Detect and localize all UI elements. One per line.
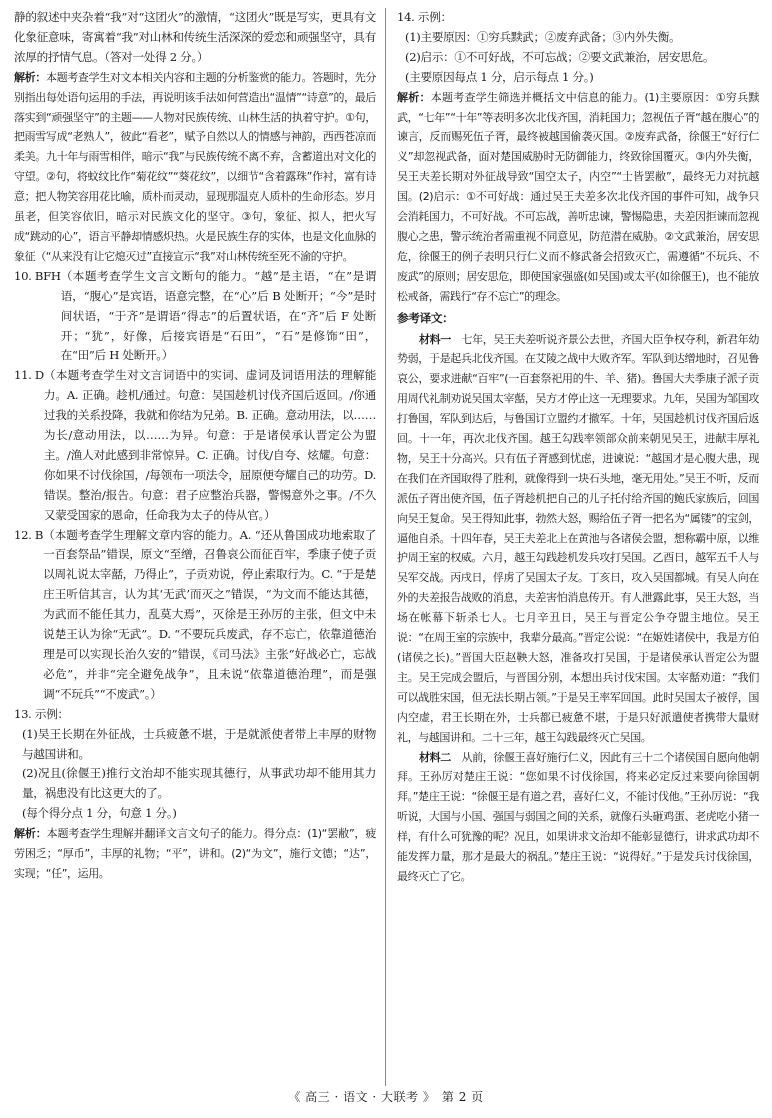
translation-material-2 — [397, 748, 759, 887]
right-column — [397, 8, 759, 1080]
answer-q10 — [14, 267, 376, 367]
answer-q14-part2: (2)启示：①不可好战，不可忘战；②要文武兼治，居安思危。 — [405, 49, 715, 64]
q9-answer-tail: 静的叙述中夹杂着“我”对“这团火”的激情，“这团火”既是写实，更具有文化象征意味，寄寓着“我”对山林和传统生活深深的爱恋和顽强坚守，具有浓厚的抒情气息。（答对一处得 2 分。） — [14, 10, 376, 64]
answer-q14-label: 14. 示例： — [397, 10, 452, 24]
answer-q13-score: (每个得分点 1 分，句意 1 分。) — [22, 806, 177, 821]
translation-material-1 — [397, 330, 759, 748]
q13-analysis — [14, 824, 376, 884]
left-column — [14, 8, 376, 1080]
answer-q11-text: （本题考查学生对文言词语中的实词、虚词及词语用法的理解能力。A. 正确。趁机/通过。句意：吴国趁机讨伐齐国后返回。/你通过我的关系投降，我就和你结为兄弟。B. 正确。意动用法，以……为长/意动用法，以……为异。句意：于是诸侯承认晋定公为盟主。/渔人对此感到非常惊异。C. 正确。讨伐/自夸、炫耀。句意：你如果不讨伐徐国，/每领布一项法令，屈原便夸耀自己的功劳。D. 错误。整治/报告。句意：君子应整治兵器，警惕意外之事。/不久又蒙受国家的恩命，任命我为太子的侍从官。） — [43, 368, 376, 522]
analysis-label: 解析： — [14, 827, 47, 841]
material-2-label: 材料二 — [419, 750, 451, 764]
analysis-label: 解析： — [14, 70, 46, 84]
answer-q11 — [14, 366, 376, 525]
answer-q12 — [14, 526, 376, 705]
material-1-text: 七年，吴王夫差听说齐景公去世，齐国大臣争权夺利，新君年幼势弱，于是起兵北伐齐国。在艾陵之战中大败齐军。军队到达缯地时，召见鲁哀公，要求进献“百牢”(一百套祭祀用的牛、羊、猪)。鲁国大夫季康子派子贡用周代礼制劝说吴国太宰嚭，吴方才停止这一无理要求。九年，吴国为邹国攻打鲁国，军队到达后，与鲁国订立盟约才撤军。十年，吴国趁机讨伐齐国后返回。十一年，再次北伐齐国。越王勾践率领部众前来朝见吴王，进献丰厚礼物，吴王十分高兴。只有伍子胥感到忧虑，进谏说：“越国才是心腹大患，现在我们在齐国取得了胜利，就像得到一块石头地，毫无用处。”吴王不听，反而派伍子胥出使齐国，伍子胥趁机把自己的儿子托付给齐国的鲍氏家族后，回国向吴王复命。吴王得知此事，勃然大怒，赐给伍子胥一把名为“属镂”的宝剑，逼他自杀。十四年春，吴王夫差北上在黄池与各诸侯会盟，想称霸中原，以维护周王室的权威。六月，越王勾践趁机发兵攻打吴国。乙酉日，越军五千人与吴军交战。丙戌日，俘虏了吴国太子友。丁亥日，攻入吴国都城。有吴人向在外的夫差报告战败的消息，夫差害怕消息传开。有人泄露此事，吴王大怒，当场在帐幕下斩杀七人。七月辛丑日，吴王与晋定公争夺盟主地位。吴王说：“在周王室的宗族中，我辈分最高。”晋定公说：“在姬姓诸侯中，我是方伯(诸侯之长)。”晋国大臣赵鞅大怒，准备攻打吴国，于是诸侯承认晋定公为盟主。吴王完成会盟后，与晋国分别，本想出兵讨伐宋国。太宰嚭劝道：“我们可以战胜宋国，但无法长期占领。”于是吴王率军回国。此时吴国太子被俘，国内空虚，君王长期在外，士兵都已疲惫不堪，于是只好派遣使者携带大量财礼，与越国讲和。二十三年，越王勾践最终灭亡吴国。 — [397, 332, 759, 744]
answer-q13-label: 13. 示例： — [14, 706, 69, 721]
page-footer: 《 高三 · 语文 · 大联考 》 第 2 页 — [288, 1090, 484, 1104]
reference-translation-heading: 参考译文： — [397, 310, 454, 325]
answer-q12-number: 12. B — [14, 527, 44, 542]
q9-analysis — [14, 68, 376, 267]
answer-q10-text: （本题考查学生文言文断句的能力。“越”是主语，“在”是谓语，“腹心”是宾语，语意完整，在“心”后 B 处断开；“今”是时间状语，“于齐”是谓语“得志”的后置状语，在“齐”后 F 处断开；“犹”，好像，后接宾语是“石田”，“石”是修饰“田”，在“田”后 H 处断开。） — [60, 268, 376, 363]
material-1-label: 材料一 — [419, 332, 451, 346]
q14-analysis — [397, 88, 759, 307]
answer-q12-text: （本题考查学生理解文章内容的能力。A. “还从鲁国成功地索取了一百套祭品”错误，原文“至缯，召鲁哀公而征百牢，季康子使子贡以周礼说太宰嚭，乃得止”，子贡劝说，停止索取行为。C. “于是楚庄王听信其言，认为其‘无武’而灭之”错误，“为文而不能达其德，为武而不能任其力，乱莫大焉”，灭徐是王孙厉的主张，但文中未说楚王认为徐“无武”。D. “不要玩兵废武，存不忘亡，依靠道德治理是可以实现长治久安的”错误，《司马法》主张“好战必亡，忘战必危”，并非“完全避免战争”，且未说“依靠道德治理”，而是强调“不玩兵”“不废武”。） — [43, 527, 376, 701]
q14-analysis-text: 本题考查学生筛选并概括文中信息的能力。(1)主要原因：①穷兵黩武，“七年”“十年”等表明多次北伐齐国，消耗国力；忽视伍子胥“越在腹心”的谏言，反而赐死伍子胥，最终被越国偷袭灭国。②废弃武备，徐偃王“好行仁义”却忽视武备，面对楚国威胁时无防御能力，终致徐国覆灭。③内外失衡，吴王夫差长期对外征战导致“国空太子，内空”“士皆罢敝”，最终无力对抗越国。(2)启示：①不可好战：通过吴王夫差多次北伐齐国的事件可知，战争只会消耗国力，不可好战。不可忘战，善听忠谏，警惕隐患，夫差因拒谏而忽视腹心之患，警示统治者需重视不同意见，防范潜在威胁。②文武兼治，居安思危，徐偃王的例子表明只行仁义而不修武备会招致灭亡，需遵循“不玩兵、不废武”的原则；居安思危，即使国家强盛(如吴国)或太平(如徐偃王)，也不能放松戒备，需践行“存不忘亡”的理念。 — [397, 90, 759, 303]
q13-analysis-text: 本题考查学生理解并翻译文言文句子的能力。得分点：(1)“罢敝”，疲劳困乏；“厚币”，丰厚的礼物；“平”，讲和。(2)“为文”，施行文德；“达”，实现；“任”，运用。 — [14, 827, 376, 880]
answer-q14-score: (主要原因每点 1 分，启示每点 1 分。) — [405, 69, 594, 84]
answer-q11-number: 11. D — [14, 368, 44, 383]
column-divider — [385, 8, 386, 1086]
answer-q13-part2: (2)况且(徐偃王)推行文治却不能实现其德行，从事武功却不能用其力量，祸患没有比这更大的了。 — [22, 766, 376, 801]
q9-analysis-text: 本题考查学生对文本相关内容和主题的分析鉴赏的能力。答题时，先分别指出每处语句运用的手法，再说明该手法如何营造出“温情”“诗意”的，最后落实到“顽强坚守”的主题——人物对民族传统、山林生活的执着守护。①句，把雨雪写成“老熟人”，彼此“看老”，赋予自然以人的情感与神韵，西西苍凉而柔美。九十年与雨雪相伴，暗示“我”与民族传统不离不弃，含蓄道出对文化的守望。②句，将蚊纹比作“菊花纹”“葵花纹”，以细节“含着露珠”作衬，富有诗意；把人物笑容用花比喻，质朴而灵动，显现那温克人质朴的生命形态。岁月虽老，但笑容依旧，暗示对民族文化的坚守。③句，象征、拟人，把火写成“跳动的心”，语言平静却情感炽热。火是民族生存的实体，也是文化血脉的象征（“从来没有让它熄灭过”直接宣示“我”对山林传统至死不渝的守护。 — [14, 70, 376, 263]
material-2-text: 从前，徐偃王喜好施行仁义，因此有三十二个诸侯国自愿向他朝拜。王孙厉对楚庄王说：“您如果不讨伐徐国，将来必定反过来要向徐国朝拜。”楚庄王说：“徐偃王是有道之君，喜好仁义，不能讨伐他。”王孙厉说：“我听说，大国与小国、强国与弱国之间的关系，就像石头砸鸡蛋、老虎吃小猪一样，有什么可犹豫的呢？况且，如果讲求文治却不能彰显德行，讲求武功却不能发挥力量，那才是最大的祸乱。”楚庄王说：“说得好。”于是发兵讨伐徐国，最终灭亡了它。 — [397, 750, 759, 883]
answer-q14-part1: (1)主要原因：①穷兵黩武；②废弃武备；③内外失衡。 — [405, 29, 681, 44]
answer-q13-part1: (1)吴王长期在外征战，士兵疲惫不堪，于是就派使者带上丰厚的财物与越国讲和。 — [22, 726, 376, 761]
analysis-label: 解析： — [397, 90, 431, 104]
answer-q10-number: 10. BFH — [14, 268, 61, 283]
